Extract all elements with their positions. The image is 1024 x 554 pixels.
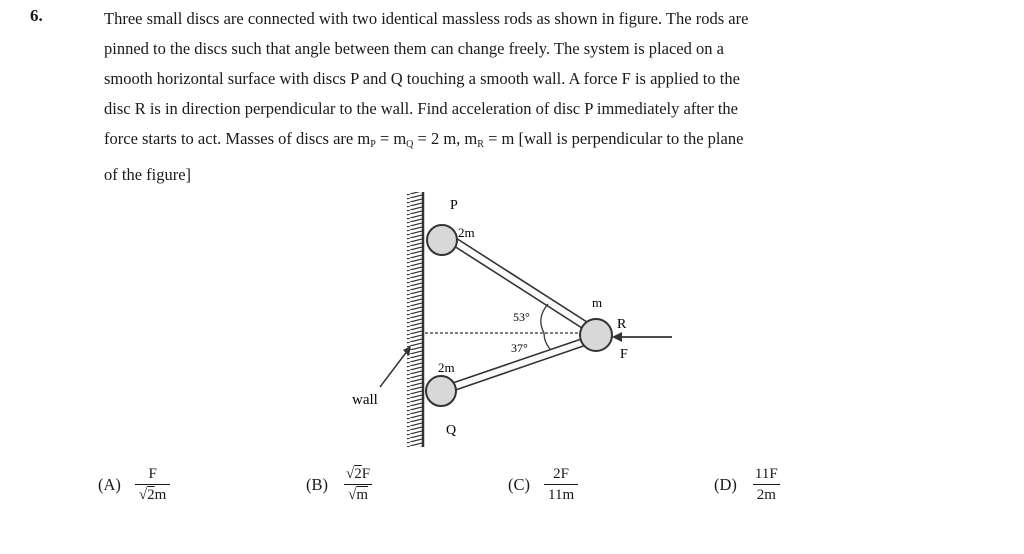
option-d[interactable] xyxy=(714,464,782,505)
numerator-rest: F xyxy=(361,466,371,482)
question-fragment: = 2 m, m xyxy=(413,129,478,148)
question-line: of the figure] xyxy=(104,165,192,184)
wall-hatching xyxy=(407,192,423,447)
label-mass-p: 2m xyxy=(458,225,475,240)
option-b[interactable] xyxy=(306,464,374,505)
option-fraction xyxy=(751,464,782,505)
label-p: P xyxy=(450,198,458,213)
question-fragment: = m [wall is perpendicular to the plane xyxy=(483,129,744,148)
denominator: 2m xyxy=(753,484,780,505)
option-fraction xyxy=(544,464,578,505)
question-line: disc R is in direction perpendicular to the wall. Find acceleration of disc P immediately after the xyxy=(104,99,738,118)
numerator: √2F xyxy=(346,466,371,482)
physics-figure xyxy=(330,182,690,452)
denominator: √m xyxy=(344,484,372,505)
numerator: F xyxy=(148,466,157,482)
question-line: pinned to the discs such that angle between them can change freely. The system is placed on a xyxy=(104,39,724,58)
numerator: 2F xyxy=(553,466,569,482)
radicand: 2 xyxy=(147,487,155,503)
option-letter: (A) xyxy=(98,474,121,494)
denominator-rest: m xyxy=(154,487,167,503)
radicand: m xyxy=(356,487,368,503)
label-wall: wall xyxy=(352,392,378,408)
option-letter: (B) xyxy=(306,474,328,494)
label-angle-53: 53° xyxy=(513,310,530,324)
question-fragment: = m xyxy=(375,129,407,148)
option-letter: (C) xyxy=(508,474,530,494)
subscript-r: R xyxy=(477,139,484,150)
subscript-q: Q xyxy=(406,139,414,150)
question-text xyxy=(104,4,922,190)
wall-pointer-arrow xyxy=(380,350,408,387)
option-fraction xyxy=(342,464,374,505)
option-letter: (D) xyxy=(714,474,737,494)
disc-p xyxy=(427,225,457,255)
question-line: Three small discs are connected with two identical massless rods as shown in figure. The rods are xyxy=(104,9,749,28)
force-arrowhead xyxy=(612,332,622,342)
label-r: R xyxy=(617,317,627,332)
numerator: 11F xyxy=(754,466,778,482)
question-line: smooth horizontal surface with discs P and Q touching a smooth wall. A force F is applied to the xyxy=(104,69,740,88)
angle-arc-37 xyxy=(544,333,550,349)
label-q: Q xyxy=(446,423,457,438)
question-fragment: force starts to act. Masses of discs are m xyxy=(104,129,371,148)
question-line xyxy=(104,124,922,160)
angle-arc-53 xyxy=(541,304,548,333)
option-a[interactable] xyxy=(98,464,170,505)
question-number: 6. xyxy=(30,6,43,25)
disc-q xyxy=(426,376,456,406)
option-c[interactable] xyxy=(508,464,578,505)
option-fraction xyxy=(135,464,170,505)
disc-r xyxy=(580,319,612,351)
label-mass-r: m xyxy=(592,295,603,310)
denominator: √2m xyxy=(135,484,170,505)
label-f: F xyxy=(620,347,628,362)
label-mass-q: 2m xyxy=(438,360,455,375)
denominator: 11m xyxy=(544,484,578,505)
label-angle-37: 37° xyxy=(511,341,528,355)
radicand: 2 xyxy=(354,466,362,482)
subscript-p: P xyxy=(370,139,376,150)
